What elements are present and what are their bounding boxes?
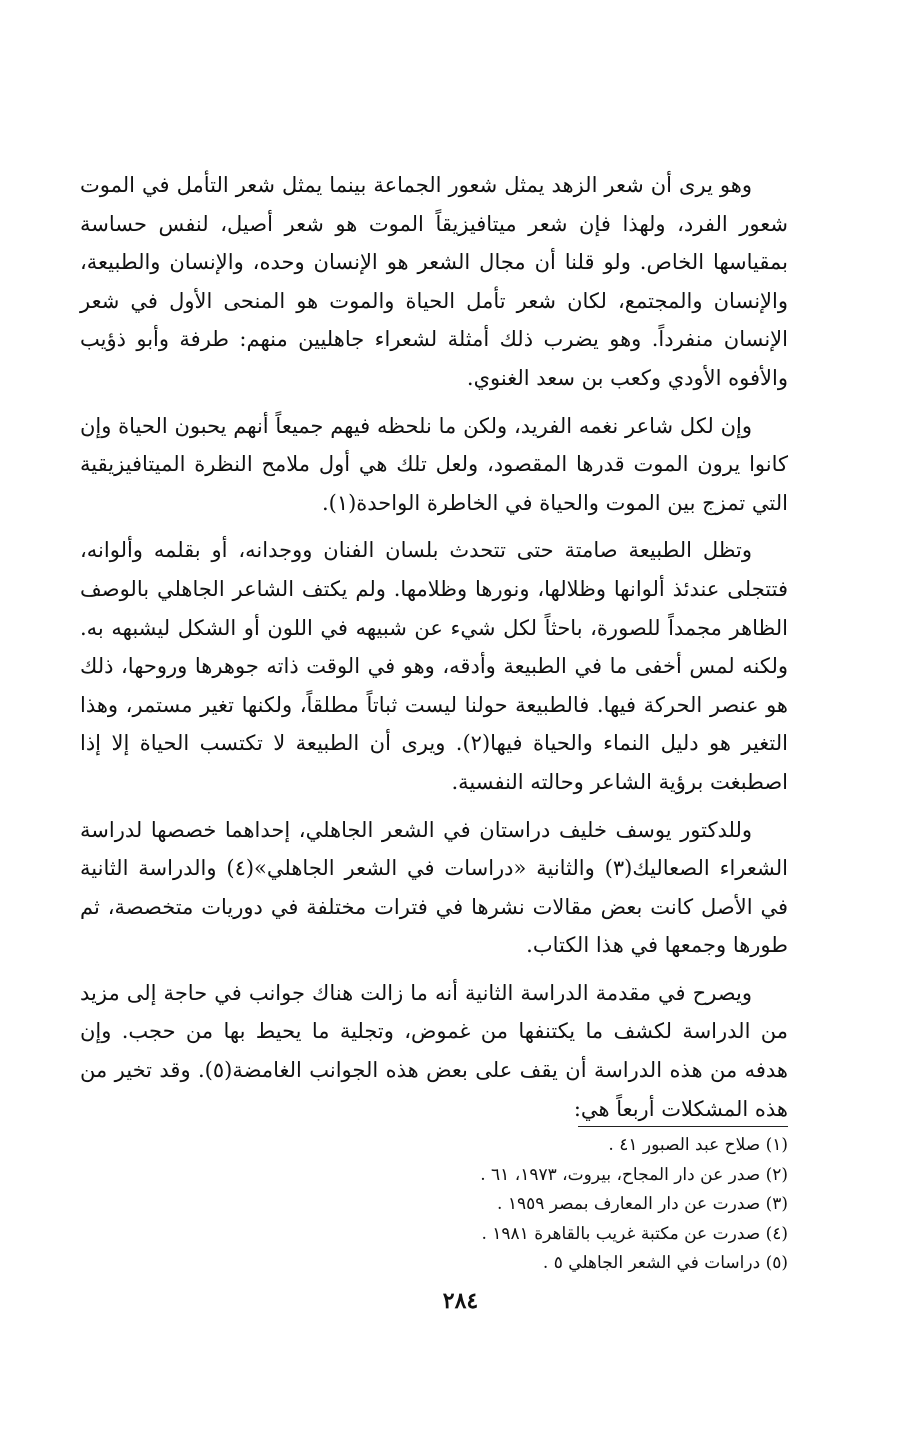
footnote-divider (578, 1126, 788, 1127)
paragraph-1: وهو يرى أن شعر الزهد يمثل شعور الجماعة بينما يمثل شعر التأمل في الموت شعور الفرد، ولهذا فإن شعر ميتافيزيقاً الموت هو شعر أصيل، لنفس حساسة بمقياسها الخاص. ولو قلنا أن مجال الشعر هو الإنسان وحده، والإنسان والطبيعة، والإنسان والمجتمع، لكان شعر تأمل الحياة والموت هو المنحى الأول في شعر الإنسان منفرداً. وهو يضرب ذلك أمثلة لشعراء جاهليين منهم: طرفة وأبو ذؤيب والأفوه الأودي وكعب بن سعد الغنوي. (80, 173, 788, 390)
footnotes (80, 1126, 788, 1279)
footnote-list (80, 1131, 788, 1279)
paragraph-5: ويصرح في مقدمة الدراسة الثانية أنه ما زالت هناك جوانب في حاجة إلى مزيد من الدراسة لكشف ما يكتنفها من غموض، وتجلية ما يحيط بها من حجب. وإن هدفه من هذه الدراسة أن يقف على بعض هذه الجوانب الغامضة(٥). وقد تخير من هذه المشكلات أربعاً هي: (80, 980, 789, 1121)
footnote-4: (٤) صدرت عن مكتبة غريب بالقاهرة ١٩٨١ . (481, 1223, 788, 1244)
paragraph-4: وللدكتور يوسف خليف دراستان في الشعر الجاهلي، إحداهما خصصها لدراسة الشعراء الصعاليك(٣) والثانية «دراسات في الشعر الجاهلي»(٤) والدراسة الثانية في الأصل كانت بعض مقالات نشرها في فترات مختلفة في دوريات متخصصة، ثم طورها وجمعها في هذا الكتاب. (80, 817, 788, 958)
footnote-5: (٥) دراسات في الشعر الجاهلي ٥ . (542, 1253, 788, 1274)
paragraph-2: وإن لكل شاعر نغمه الفريد، ولكن ما نلحظه فيهم جميعاً أنهم يحبون الحياة وإن كانوا يرون الموت قدرها المقصود، ولعل تلك هي أول ملامح النظرة الميتافيزيقية التي تمزج بين الموت والحياة في الخاطرة الواحدة(١). (80, 413, 788, 515)
page-number: ٢٨٤ (442, 1288, 479, 1314)
footnote-3: (٣) صدرت عن دار المعارف بمصر ١٩٥٩ . (497, 1194, 788, 1215)
main-text (80, 166, 788, 1128)
footnote-1: (١) صلاح عبد الصبور ٤١ . (608, 1135, 788, 1155)
footnote-2: (٢) صدر عن دار المجاح، بيروت، ١٩٧٣، ٦١ . (480, 1164, 788, 1185)
paragraph-3: وتظل الطبيعة صامتة حتى تتحدث بلسان الفنان ووجدانه، أو بقلمه وألوانه، فتتجلى عندئذ ألوانها وظلالها، ونورها وظلامها. ولم يكتف الشاعر الجاهلي بالوصف الظاهر مجمداً للصورة، باحثاً لكل شيء عن شبيهه في اللون أو الشكل ليشبهه به. ولكنه لمس أخفى ما في الطبيعة وأدقه، وهو في الوقت ذاته جوهرها وروحها، ذلك هو عنصر الحركة فيها. فالطبيعة حولنا ليست ثباتاً مطلقاً، ولكنها تغير مستمر، وهذا التغير هو دليل النماء والحياة فيها(٢). ويرى أن الطبيعة لا تكتسب الحياة إلا إذا اصطبغت برؤية الشاعر وحالته النفسية. (80, 538, 789, 794)
